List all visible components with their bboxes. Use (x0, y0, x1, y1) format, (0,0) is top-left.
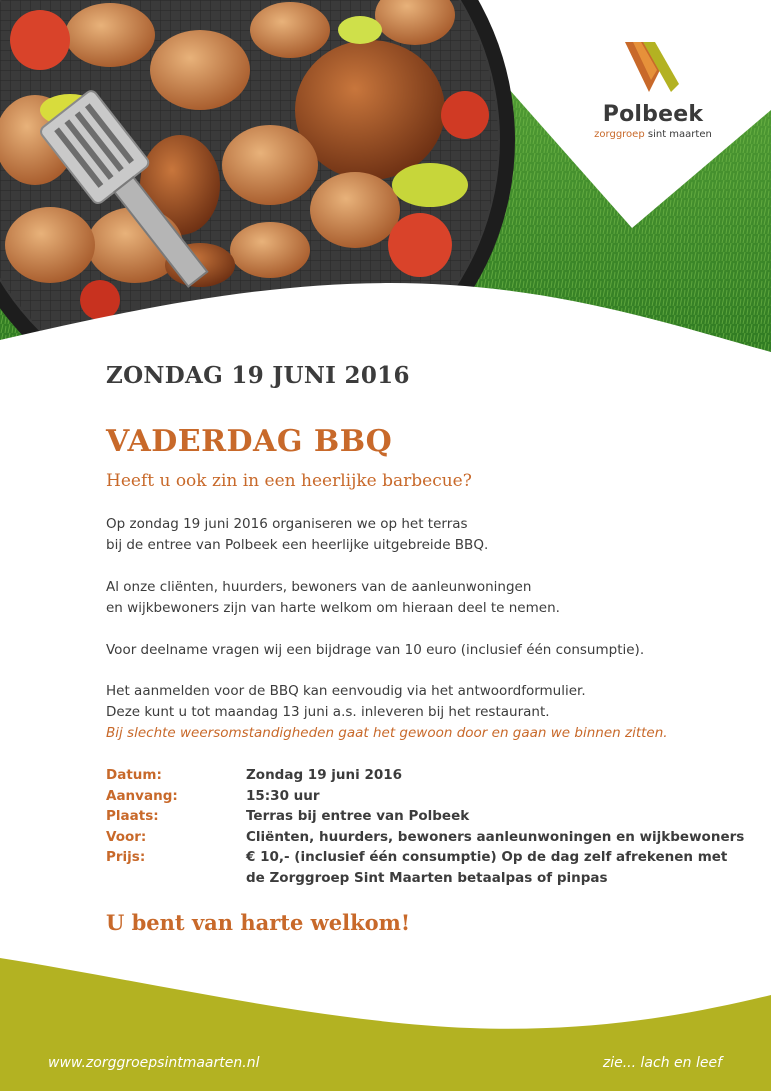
intro-line-2: bij de entree van Polbeek een heerlijke uitgebreide BBQ. (106, 537, 489, 553)
detail-value: de Zorggroep Sint Maarten betaalpas of pinpas (246, 869, 608, 886)
detail-row-audience (106, 827, 745, 848)
footer-slogan: zie... lach en leef (602, 1055, 722, 1071)
detail-label: Datum: (106, 767, 162, 783)
detail-value: Cliënten, huurders, bewoners aanleunwoningen en wijkbewoners (246, 828, 745, 845)
detail-label-spacer (106, 868, 246, 889)
registration-paragraph (106, 681, 726, 744)
detail-label: Plaats: (106, 808, 159, 824)
intro-line-1: Op zondag 19 juni 2016 organiseren we op het terras (106, 516, 468, 532)
detail-label: Voor: (106, 828, 147, 845)
logo-name: Polbeek (602, 102, 704, 127)
detail-label: Aanvang: (106, 787, 178, 804)
registration-line-1: Het aanmelden voor de BBQ kan eenvoudig via het antwoordformulier. (106, 683, 586, 699)
welcome-message: U bent van harte welkom! (106, 910, 411, 935)
detail-value: 15:30 uur (246, 787, 320, 804)
detail-value: Zondag 19 juni 2016 (246, 767, 403, 783)
fee-paragraph (106, 640, 726, 661)
polbeek-logo (588, 40, 718, 140)
detail-label: Prijs: (106, 849, 146, 865)
detail-value: Terras bij entree van Polbeek (246, 808, 470, 824)
weather-note: Bij slechte weersomstandigheden gaat het gewoon door en gaan we binnen zitten. (106, 725, 668, 741)
detail-row-start (106, 786, 726, 807)
detail-row-date (106, 765, 726, 786)
detail-value: € 10,- (inclusief één consumptie) Op de dag zelf afrekenen met (246, 849, 728, 865)
fee-line-1: Voor deelname vragen wij een bijdrage van 10 euro (inclusief één consumptie). (106, 642, 645, 658)
detail-row-price-cont (106, 868, 726, 889)
detail-row-price (106, 847, 726, 868)
event-subtitle: Heeft u ook zin in een heerlijke barbecue? (106, 471, 472, 491)
footer-website-link[interactable]: www.zorggroepsintmaarten.nl (48, 1055, 260, 1071)
audience-line-1: Al onze cliënten, huurders, bewoners van de aanleunwoningen (106, 579, 532, 595)
logo-subtitle-prefix: zorggroep (594, 129, 645, 140)
detail-row-location (106, 806, 726, 827)
registration-line-2: Deze kunt u tot maandag 13 juni a.s. inleveren bij het restaurant. (106, 704, 550, 720)
logo-subtitle (588, 129, 718, 140)
audience-line-2: en wijkbewoners zijn van harte welkom om hieraan deel te nemen. (106, 600, 560, 616)
logo-subtitle-suffix: sint maarten (647, 129, 712, 140)
event-title: VADERDAG BBQ (106, 424, 393, 459)
audience-paragraph (106, 577, 726, 619)
polbeek-logo-mark-icon (621, 40, 685, 96)
event-date-heading: ZONDAG 19 JUNI 2016 (106, 362, 410, 389)
event-details (106, 765, 745, 888)
intro-paragraph (106, 514, 726, 556)
